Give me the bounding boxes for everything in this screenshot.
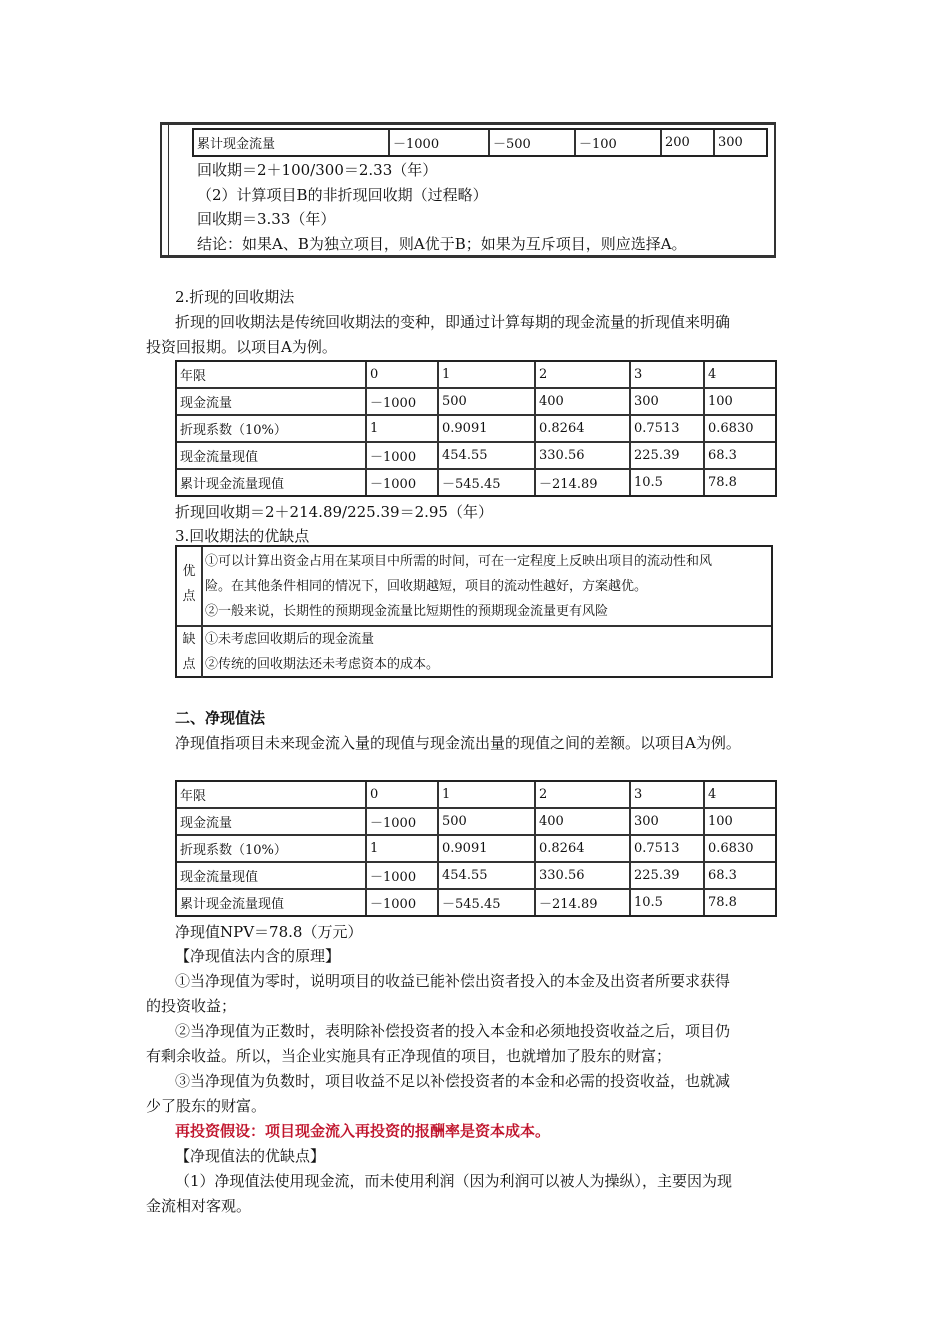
table-cell: 年限	[177, 362, 367, 389]
pros-label-char: 优	[182, 564, 196, 579]
table-cell: 330.56	[536, 443, 631, 470]
npv-intro: 净现值指项目未来现金流入量的现值与现金流出量的现值之间的差额。以项目A为例。	[175, 734, 741, 752]
table-row	[177, 863, 775, 890]
table-cell: 78.8	[708, 475, 737, 490]
table-cell: 累计现金流量	[194, 130, 390, 155]
pros-line: 险。在其他条件相同的情况下，回收期越短，项目的流动性越好，方案越优。	[205, 579, 648, 594]
table-cell: 0.6830	[705, 416, 775, 443]
table-row	[177, 362, 775, 389]
table-cell: 1	[367, 836, 439, 863]
discounted-payback-result: 折现回收期＝2＋214.89/225.39＝2.95（年）	[175, 503, 493, 521]
section-heading-pros-cons: 3.回收期法的优缺点	[175, 527, 310, 545]
table-cell: －545.45	[439, 890, 536, 915]
table-cell: 68.3	[705, 863, 775, 890]
cumulative-cashflow-row-table	[192, 128, 768, 157]
table-cell: －545.45	[439, 470, 536, 495]
principle-title: 【净现值法内含的原理】	[175, 947, 341, 965]
payback-result-a: 回收期＝2＋100/300＝2.33（年）	[197, 161, 438, 179]
table-row	[177, 416, 775, 443]
table-cell: －1000	[367, 863, 439, 890]
table-cell: －214.89	[536, 890, 631, 915]
paragraph-line: 金流相对客观。	[146, 1197, 252, 1215]
table-cell: 0.9091	[439, 836, 536, 863]
discounted-cashflow-table-1	[175, 360, 777, 497]
table-cell: 0.7513	[631, 416, 705, 443]
table-cell: －1000	[390, 130, 490, 155]
paragraph-line: 投资回报期。以项目A为例。	[146, 338, 337, 356]
table-cell: 500	[439, 809, 536, 836]
table-cell: 454.55	[439, 863, 536, 890]
paragraph-line: ②当净现值为正数时，表明除补偿投资者的投入本金和必须地投资收益之后，项目仍	[175, 1022, 731, 1040]
table-cell: －1000	[367, 443, 439, 470]
table-cell: 300	[718, 135, 743, 150]
table-cell: 0	[367, 362, 439, 389]
table-row	[177, 389, 775, 416]
table-row	[177, 443, 775, 470]
pros-line: ②一般来说，长期性的预期现金流量比短期性的预期现金流量更有风险	[205, 604, 609, 619]
table-cell: 折现系数（10%）	[177, 416, 367, 443]
table-cell: 400	[536, 809, 631, 836]
table-cell: －1000	[367, 389, 439, 416]
table-cell: 225.39	[631, 443, 705, 470]
table-cell: 累计现金流量现值	[177, 470, 367, 495]
table-cell: 1	[367, 416, 439, 443]
table-cell: 68.3	[705, 443, 775, 470]
pros-label-char: 点	[182, 589, 196, 604]
table-cell: 300	[631, 809, 705, 836]
payback-step-b: （2）计算项目B的非折现回收期（过程略）	[197, 186, 488, 204]
pros-label-cell	[177, 547, 203, 625]
table-cell: 2	[536, 782, 631, 809]
table-cell: 0.8264	[536, 416, 631, 443]
table-cell: 年限	[177, 782, 367, 809]
table-cell: 现金流量	[177, 389, 367, 416]
table-cell: －1000	[367, 890, 439, 915]
table-row	[177, 890, 775, 915]
table-cell: 200	[662, 130, 715, 155]
table-cell: 300	[631, 389, 705, 416]
reinvestment-assumption: 再投资假设：项目现金流入再投资的报酬率是资本成本。	[175, 1122, 551, 1140]
table-row	[177, 809, 775, 836]
paragraph-line: 有剩余收益。所以，当企业实施具有正净现值的项目，也就增加了股东的财富；	[146, 1047, 672, 1065]
table-cell: 10.5	[631, 470, 705, 495]
table-cell: 现金流量现值	[177, 863, 367, 890]
table-cell: 0	[367, 782, 439, 809]
table-cell: 0.6830	[705, 836, 775, 863]
pros-line: ①可以计算出资金占用在某项目中所需的时间，可在一定程度上反映出项目的流动性和风	[205, 554, 713, 569]
table-row	[177, 836, 775, 863]
paragraph-line: ③当净现值为负数时，项目收益不足以补偿投资者的本金和必需的投资收益，也就减	[175, 1072, 731, 1090]
cons-line: ①未考虑回收期后的现金流量	[205, 632, 375, 647]
cons-label-char: 缺	[182, 632, 196, 647]
paragraph-line: （1）净现值法使用现金流，而未使用利润（因为利润可以被人为操纵），主要因为现	[175, 1172, 733, 1190]
table-cell: －214.89	[536, 470, 631, 495]
table-cell: 0.8264	[536, 836, 631, 863]
table-cell: 4	[705, 782, 775, 809]
table-cell: 2	[536, 362, 631, 389]
table-row	[177, 470, 775, 495]
table-cell: 4	[705, 362, 775, 389]
table-cell: 10.5	[631, 890, 705, 915]
paragraph-line: ①当净现值为零时，说明项目的收益已能补偿出资者投入的本金及出资者所要求获得	[175, 972, 731, 990]
table-row	[177, 782, 775, 809]
section-heading-npv: 二、净现值法	[175, 709, 266, 727]
table-row	[194, 130, 766, 155]
cons-line: ②传统的回收期法还未考虑资本的成本。	[205, 657, 440, 672]
table-cell: 1	[439, 362, 536, 389]
table-cell: 现金流量	[177, 809, 367, 836]
pros-cons-table	[175, 545, 773, 678]
paragraph-line: 少了股东的财富。	[146, 1097, 267, 1115]
table-cell: －1000	[367, 809, 439, 836]
table-cell: 1	[439, 782, 536, 809]
table-cell: －100	[576, 130, 662, 155]
table-cell: 454.55	[439, 443, 536, 470]
cons-label-char: 点	[182, 657, 196, 672]
table-cell: 0.7513	[631, 836, 705, 863]
table-cell: 225.39	[631, 863, 705, 890]
table-cell: 累计现金流量现值	[177, 890, 367, 915]
table-cell: 0.9091	[439, 416, 536, 443]
table-cell: 100	[705, 809, 775, 836]
paragraph-line: 的投资收益；	[146, 997, 237, 1015]
table-cell: 78.8	[708, 895, 737, 910]
table-cell: 3	[631, 782, 705, 809]
table-cell: 3	[631, 362, 705, 389]
table-cell: 100	[705, 389, 775, 416]
discounted-cashflow-table-2	[175, 780, 777, 917]
conclusion: 结论：如果A、B为独立项目，则A优于B；如果为互斥项目，则应选择A。	[197, 235, 687, 253]
payback-result-b: 回收期＝3.33（年）	[197, 210, 336, 228]
table-cell: 折现系数（10%）	[177, 836, 367, 863]
table-cell: 400	[536, 389, 631, 416]
table-cell: 现金流量现值	[177, 443, 367, 470]
npv-value: 净现值NPV＝78.8（万元）	[175, 923, 363, 941]
table-cell: －500	[490, 130, 576, 155]
paragraph-line: 折现的回收期法是传统回收期法的变种，即通过计算每期的现金流量的折现值来明确	[175, 313, 731, 331]
table-cell: －1000	[367, 470, 439, 495]
table-cell: 330.56	[536, 863, 631, 890]
pros-cons-title: 【净现值法的优缺点】	[175, 1147, 326, 1165]
inner-divider	[168, 125, 169, 255]
table-cell: 500	[439, 389, 536, 416]
section-heading-discounted: 2.折现的回收期法	[175, 288, 295, 306]
cons-label-cell	[177, 627, 203, 678]
